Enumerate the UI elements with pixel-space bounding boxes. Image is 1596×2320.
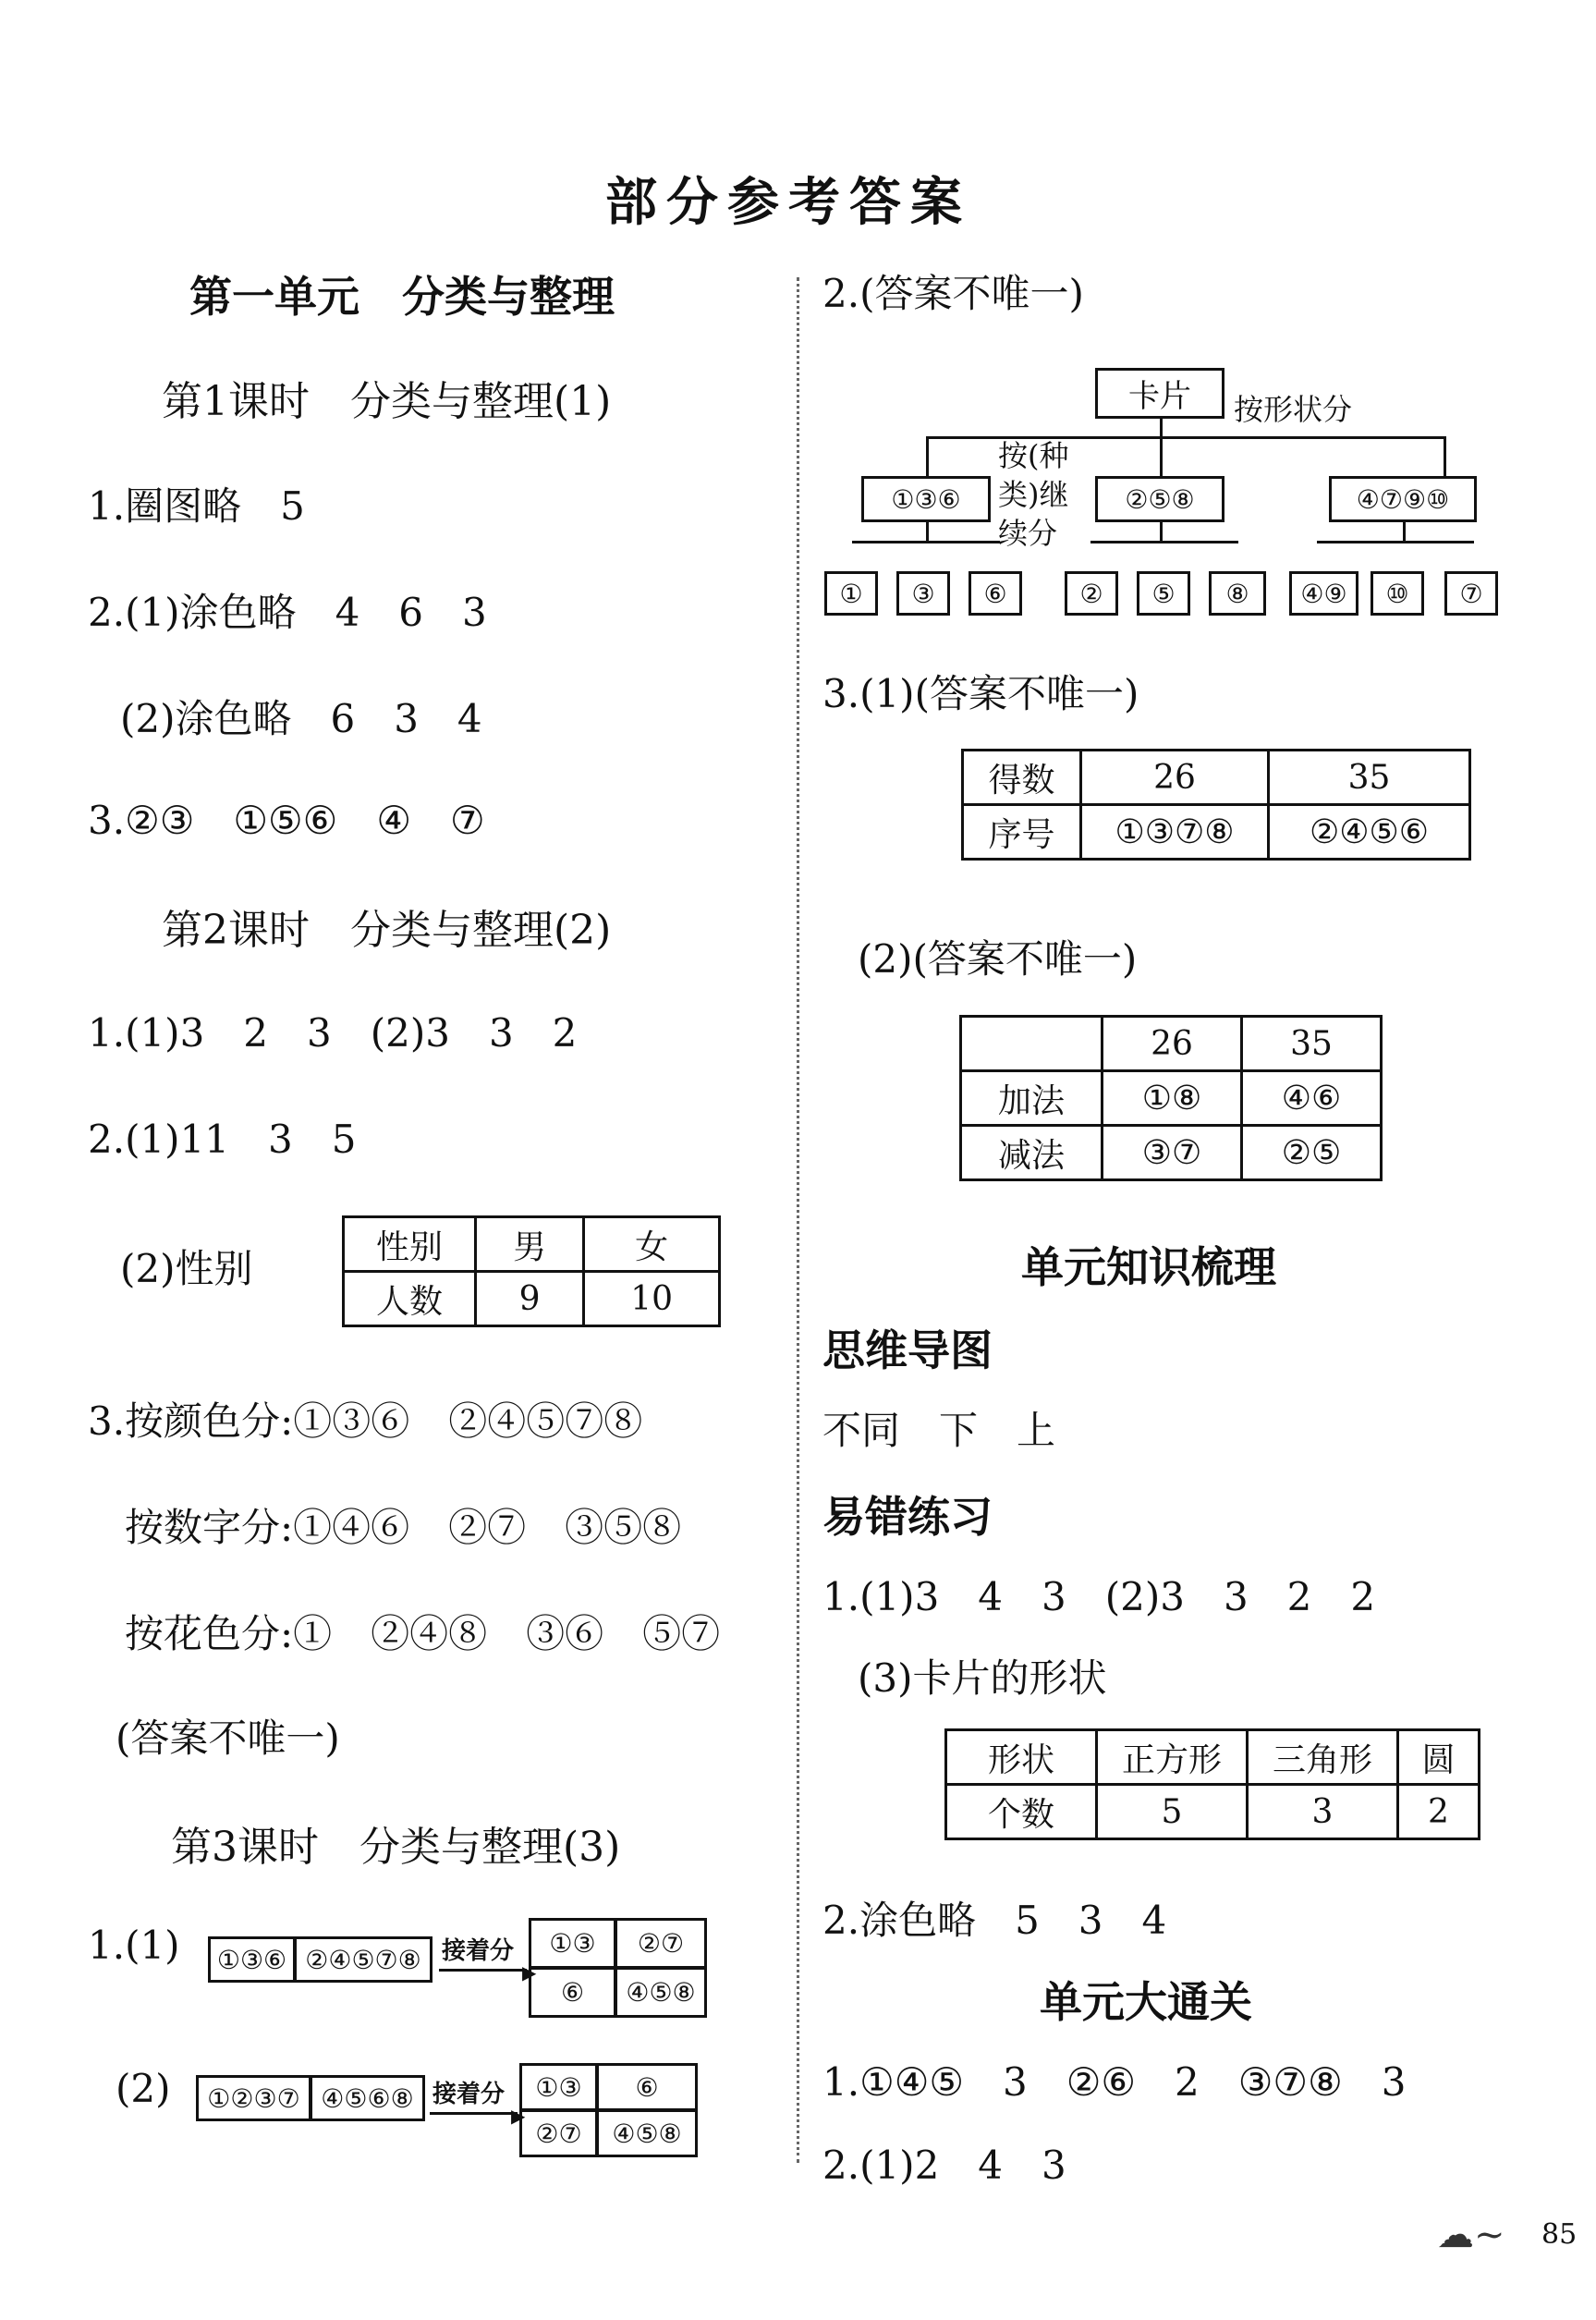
cell: 正方形	[1097, 1730, 1248, 1785]
cell: 5	[1097, 1785, 1248, 1839]
grid-cell: ②⑦	[615, 1918, 707, 1969]
tree-leaf: ⑥	[969, 571, 1022, 616]
l2-q1: 1.(1)3 2 3 (2)3 3 2	[88, 1010, 578, 1056]
mindmap-text: 不同 下 上	[822, 1408, 1056, 1453]
grid-cell: ④⑤⑧	[615, 1967, 707, 2018]
l3-box1a: ①③⑥	[208, 1936, 296, 1983]
summary-title: 单元知识梳理	[1021, 1242, 1276, 1292]
tree-line	[926, 436, 929, 478]
column-divider	[797, 277, 799, 2163]
tree-leaf: ④⑨	[1289, 571, 1358, 616]
tree-line	[1160, 436, 1163, 478]
r-q3a: 3.(1)(答案不唯一)	[822, 671, 1139, 716]
tree-line	[852, 541, 1000, 543]
grid-cell: ②⑦	[519, 2109, 598, 2157]
gender-table	[342, 1215, 721, 1327]
mistake-title: 易错练习	[822, 1492, 993, 1542]
arrow-line	[430, 2112, 518, 2115]
cell: 35	[1242, 1017, 1382, 1071]
tree-leaf: ⑦	[1444, 571, 1498, 616]
cell	[961, 1017, 1103, 1071]
tree-leaf: ③	[896, 571, 950, 616]
tree-leaf: ②	[1065, 571, 1118, 616]
grid-cell: ①③	[529, 1918, 616, 1969]
cell: 加法	[961, 1071, 1103, 1126]
table-operation	[959, 1015, 1383, 1181]
tree-leaf: ①	[824, 571, 878, 616]
arrow-head-icon: ▶	[511, 2105, 526, 2127]
cell: 26	[1103, 1017, 1242, 1071]
cell: 三角形	[1248, 1730, 1398, 1785]
cell: ③⑦	[1103, 1126, 1242, 1180]
cell: 个数	[946, 1785, 1097, 1839]
cell: ①⑧	[1103, 1071, 1242, 1126]
branch-label-line: 按(种	[998, 438, 1069, 473]
grid-cell: ⑥	[529, 1967, 616, 2018]
table-shape	[944, 1728, 1480, 1840]
page-title: 部分参考答案	[605, 172, 971, 233]
tree-branch-label	[998, 436, 1069, 553]
l3-box2a: ①②③⑦	[196, 2075, 311, 2121]
l2-q3c: 按花色分:① ②④⑧ ③⑥ ⑤⑦	[125, 1611, 721, 1656]
cell: 得数	[963, 751, 1081, 805]
l3-box2b: ④⑤⑥⑧	[310, 2075, 425, 2121]
l1-q1: 1.圈图略 5	[88, 483, 305, 529]
l2-q3b: 按数字分:①④⑥ ②⑦ ③⑤⑧	[125, 1505, 682, 1550]
branch-label-line: 续分	[998, 516, 1058, 551]
l1-q2a: 2.(1)涂色略 4 6 3	[88, 590, 487, 635]
grid-cell: ①③	[519, 2063, 598, 2111]
arrow-line	[439, 1969, 527, 1972]
lesson1-title: 第1课时 分类与整理(1)	[162, 378, 612, 425]
l3-arrow1-label: 接着分	[442, 1937, 515, 1965]
cell: 2	[1398, 1785, 1480, 1839]
r-p1: 1.①④⑤ 3 ②⑥ 2 ③⑦⑧ 3	[822, 2059, 1407, 2105]
cell: 男	[476, 1217, 584, 1272]
l2-q3d: (答案不唯一)	[116, 1716, 340, 1761]
arrow-head-icon: ▶	[522, 1961, 537, 1984]
cell: 女	[584, 1217, 720, 1272]
r-p2: 2.(1)2 4 3	[822, 2143, 1066, 2188]
l2-q3a: 3.按颜色分:①③⑥ ②④⑤⑦⑧	[88, 1398, 643, 1444]
cell: ②④⑤⑥	[1269, 805, 1470, 860]
cell: 序号	[963, 805, 1081, 860]
tree-root: 卡片	[1095, 368, 1224, 419]
lesson2-title: 第2课时 分类与整理(2)	[162, 907, 612, 954]
tree-line	[1160, 419, 1163, 437]
r-m2: 2.涂色略 5 3 4	[822, 1898, 1167, 1943]
tree-line	[1160, 522, 1163, 541]
l1-q2b: (2)涂色略 6 3 4	[120, 696, 482, 741]
r-m1: 1.(1)3 4 3 (2)3 3 2 2	[822, 1574, 1376, 1619]
l3-arrow2-label: 接着分	[433, 2081, 506, 2108]
cell: 性别	[344, 1217, 476, 1272]
l3-q1a: 1.(1)	[88, 1923, 180, 1968]
tree-line	[1403, 522, 1406, 541]
cell: 形状	[946, 1730, 1097, 1785]
r-q3b: (2)(答案不唯一)	[858, 936, 1138, 982]
cell: ④⑥	[1242, 1071, 1382, 1126]
grid-cell: ⑥	[596, 2063, 698, 2111]
tree-line	[1090, 541, 1238, 543]
tree-line	[1317, 541, 1474, 543]
tree-line	[1444, 436, 1446, 478]
cell: 9	[476, 1272, 584, 1326]
grid-cell: ④⑤⑧	[596, 2109, 698, 2157]
cell: 10	[584, 1272, 720, 1326]
table-result	[961, 749, 1471, 861]
r-q2: 2.(答案不唯一)	[822, 271, 1084, 316]
l2-q2a: 2.(1)11 3 5	[88, 1117, 357, 1162]
branch-label-line: 类)继	[998, 477, 1069, 512]
r-m1c: (3)卡片的形状	[858, 1655, 1107, 1701]
cell: 35	[1269, 751, 1470, 805]
cell: 人数	[344, 1272, 476, 1326]
mindmap-title: 思维导图	[822, 1325, 993, 1375]
l2-q2b: (2)性别	[120, 1246, 253, 1291]
tree-line	[926, 522, 929, 541]
cell: 减法	[961, 1126, 1103, 1180]
cell: 3	[1248, 1785, 1398, 1839]
cell: ①③⑦⑧	[1081, 805, 1269, 860]
l3-box1b: ②④⑤⑦⑧	[294, 1936, 433, 1983]
cloud-ornament-icon: ☁~	[1437, 2214, 1505, 2256]
l1-q3: 3.②③ ①⑤⑥ ④ ⑦	[88, 798, 485, 843]
cell: 圆	[1398, 1730, 1480, 1785]
lesson3-title: 第3课时 分类与整理(3)	[171, 1824, 621, 1871]
cell: 26	[1081, 751, 1269, 805]
cell: ②⑤	[1242, 1126, 1382, 1180]
tree-leaf: ⑧	[1209, 571, 1266, 616]
tree-leaf: ⑤	[1137, 571, 1190, 616]
tree-leaf: ⑩	[1371, 571, 1424, 616]
tree-mid: ②⑤⑧	[1095, 476, 1224, 522]
tree-root-label: 按形状分	[1234, 392, 1353, 427]
tree-mid: ①③⑥	[861, 476, 991, 522]
tree-mid: ④⑦⑨⑩	[1329, 476, 1477, 522]
unit-title: 第一单元 分类与整理	[189, 272, 615, 322]
pass-title: 单元大通关	[1040, 1977, 1252, 2027]
l3-q1b: (2)	[116, 2066, 171, 2111]
page-number: 85	[1541, 2218, 1578, 2251]
